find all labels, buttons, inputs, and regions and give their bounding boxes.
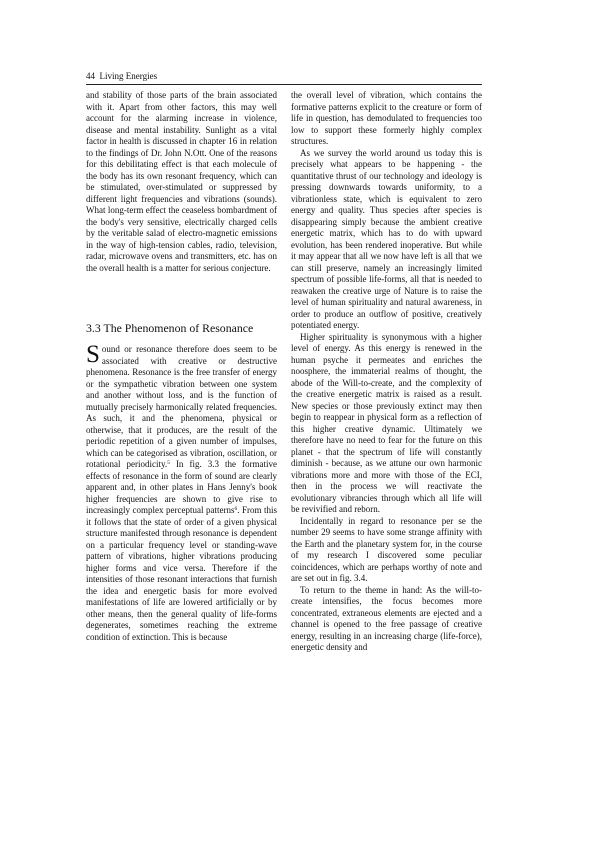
section-body <box>86 341 277 643</box>
running-header <box>86 71 482 82</box>
running-title: Living Energies <box>99 71 158 81</box>
footnote-marker: 5 <box>167 460 170 466</box>
paragraph-continuation: and stability of those parts of the brain associated with it. Apart from other factors, this may well account for the alarming increase in violence, disease and mental instability. Sunlight as a vital factor in health is discussed in chapter 16 in relation to the findings of Dr. John N.Ott. One of the reasons for this debilitating effect is that each molecule of the body has its own resonant frequency, which can be stimulated, over-stimulated or suppressed by different light frequencies and vibrations (sounds). What long-term effect the ceaseless bombardment of the body's very sensitive, electrically charged cells by the veritable salad of electro-magnetic emissions in the way of high-tension cables, radio, television, radar, microwave ovens and transmitters, etc. has on the overall health is a matter for serious conjecture. <box>86 90 277 273</box>
paragraph: As we survey the world around us today this is precisely what appears to be happening - the quantitative thrust of our technology and ideology is pressing downwards towards uniformity, to a vibrationless state, which is equivalent to zero energy and quality. Thus species after species is disappearing simply because the ambient creative energetic matrix, which has to do with upward evolution, has been rendered inoperative. But while it may appear that all we now have left is all that we can still preserve, namely an increasingly limited spectrum of possible life-forms, all that is needed to reawaken the creative urge of Nature is to raise the level of human spirituality and natural awareness, in order to produce an outflow of positive, creatively potentiated energy. <box>291 147 482 330</box>
section-text-2: In fig. 3.3 the formative effects of resonance in the form of sound are clearly apparent and, in other plates in Hans Jenny's book higher frequencies are shown to give rise to increasingly complex perceptual patterns <box>86 459 277 515</box>
right-column <box>291 90 482 654</box>
section-heading: 3.3 The Phenomenon of Resonance <box>86 321 254 335</box>
paragraph: Higher spirituality is synonymous with a higher level of energy. As this energy is renewed in the human psyche it permeates and enriches the noosphere, the immaterial realms of thought, the abode of the Will-to-create, and the complexity of the creative energetic matrix is raised as a result. New species or those previously extinct may then begin to reappear in physical form as a reflection of this higher creative dynamic. Ultimately we therefore have no need to fear for the future on this planet - that the spectrum of life will constantly diminish - because, as we attune our own harmonic vibrations more and more with those of the ECI, then in the process we will reactivate the evolutionary vibrancies through which all life will be revivified and reborn. <box>291 331 482 514</box>
footnote-marker: 6 <box>234 506 238 512</box>
header-rule <box>86 84 482 85</box>
drop-cap: S <box>86 341 100 368</box>
paragraph: the overall level of vibration, which contains the formative patterns explicit to the creature or form of life in question, has demodulated to frequencies too low to support these formerly highly complex structures. <box>291 90 482 146</box>
paragraph: To return to the theme in hand: As the will-to-create intensifies, the focus becomes more concentrated, extraneous elements are ejected and a channel is opened to the free passage of creative energy, resulting in an increasing charge (life-force), energetic density and <box>291 584 482 652</box>
page-number: 44 <box>86 71 95 81</box>
left-column <box>86 90 277 274</box>
paragraph: Incidentally in regard to resonance per se the number 29 seems to have some strange affinity with the Earth and the planetary system for, in the course of my research I discovered some peculiar coincidences, which are perhaps worthy of note and are set out in fig. 3.4. <box>291 515 482 583</box>
section-text-3: . From this it follows that the state of order of a given physical structure manifested through resonance is dependent on a particular frequency level or standing-wave pattern of vibrations, higher vibrations producing higher forms and vice versa. Therefore if the intensities of those resonant interactions that furnish the idea and energetic basis for more evolved manifestations of life are lowered artificially or by other means, then the general quality of life-forms degenerates, sometimes reaching the extreme condition of extinction. This is because <box>86 505 277 642</box>
section-text-1: ound or resonance therefore does seem to be associated with creative or destructive phenomena. Resonance is the free transfer of energy or the sympathetic vibration between one system and another without loss, and is the function of mutually precisely harmonically related frequencies. As such, it and the phenomena, physical or otherwise, that it produces, are the result of the periodic repetition of a given number of impulses, which can be categorised as vibration, oscillation, or rotational periodicity. <box>86 344 277 469</box>
